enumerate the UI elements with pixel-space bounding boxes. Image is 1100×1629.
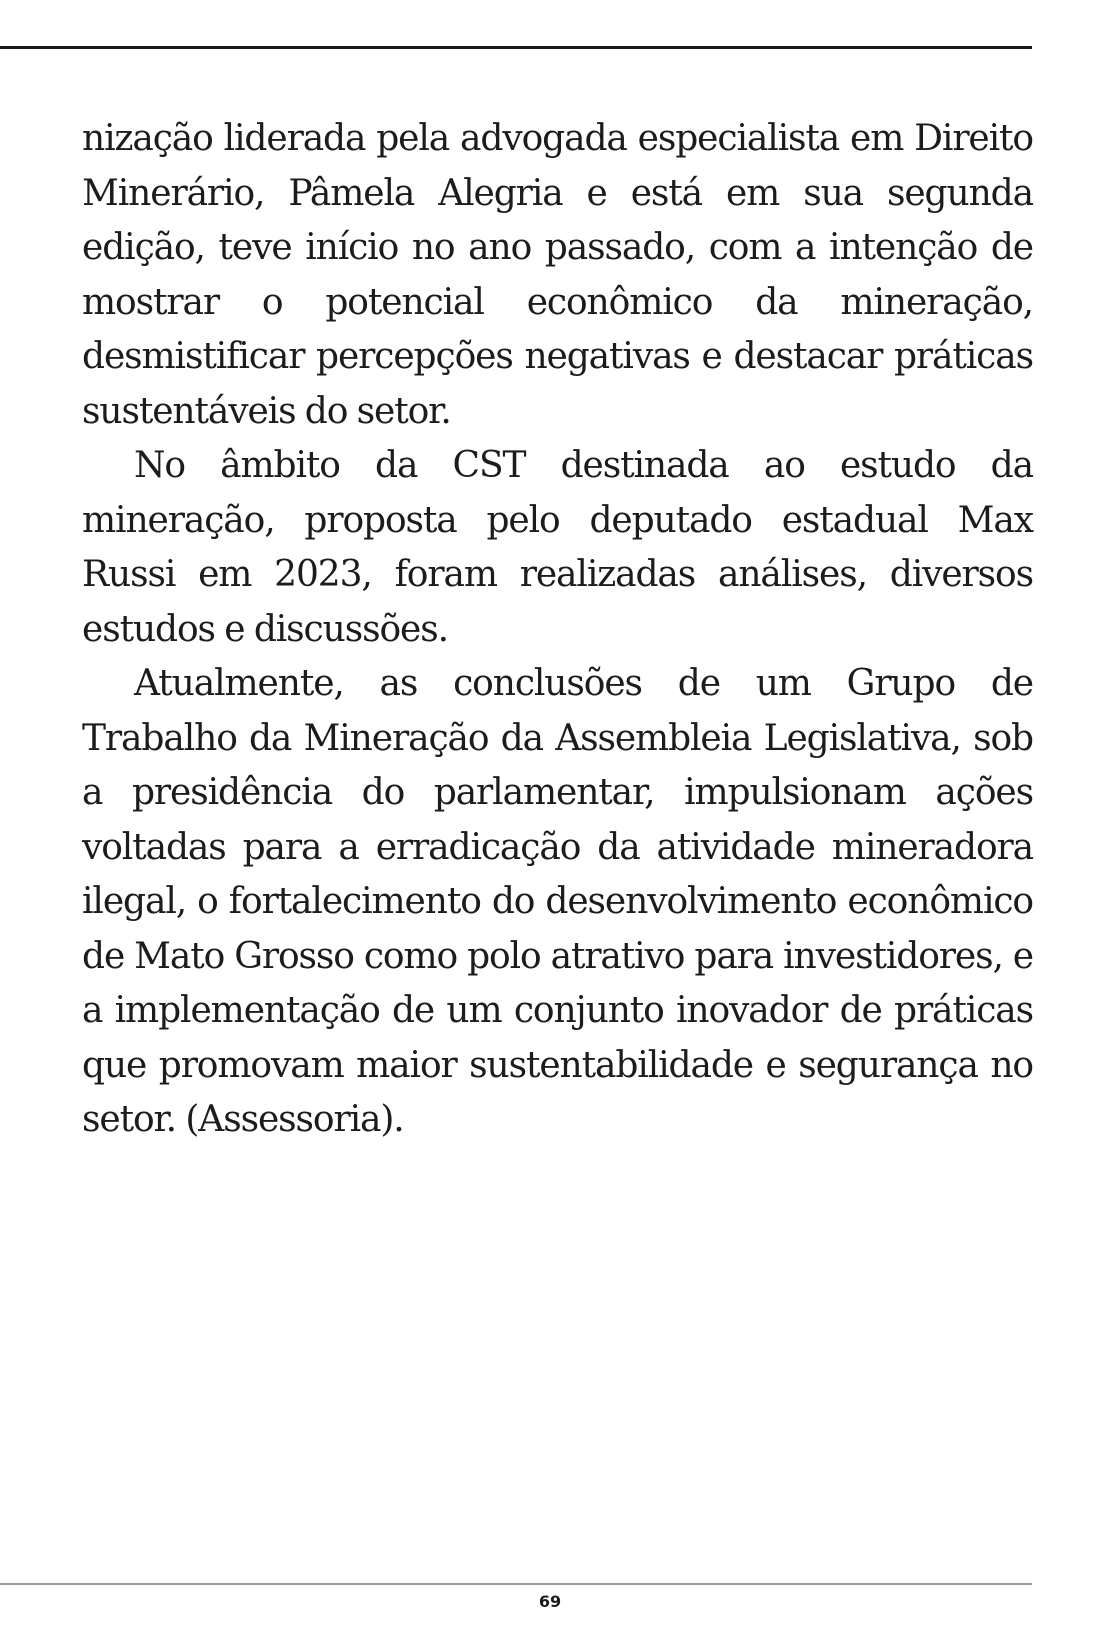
top-rule [0, 46, 1032, 49]
paragraph-continuation: nização liderada pela advogada especialista em Direito Minerário, Pâmela Alegria e está em sua segunda edição, teve início no ano passado, com a intenção de mostrar o potencial econômico da mineração, desmistificar percepções negativas e destacar práticas sustentáveis do setor. [82, 118, 1033, 432]
paragraph-working-group: Atualmente, as conclusões de um Grupo de Trabalho da Mineração da Assembleia Legislativa, sob a presidência do parlamentar, impulsionam ações voltadas para a erradicação da atividade mineradora ilegal, o fortalecimento do desenvolvimento econômico de Mato Grosso como polo atrativo para investidores, e a implementação de um conjunto inovador de práticas que promovam maior sustentabilidade e segurança no setor. (Assessoria). [82, 663, 1033, 1140]
article-body [82, 112, 1033, 1148]
paragraph-cst: No âmbito da CST destinada ao estudo da mineração, proposta pelo deputado estadual Max Russi em 2023, foram realizadas análises, diversos estudos e discussões. [82, 445, 1033, 650]
bottom-rule [0, 1583, 1032, 1585]
page-number: 69 [538, 1592, 562, 1611]
